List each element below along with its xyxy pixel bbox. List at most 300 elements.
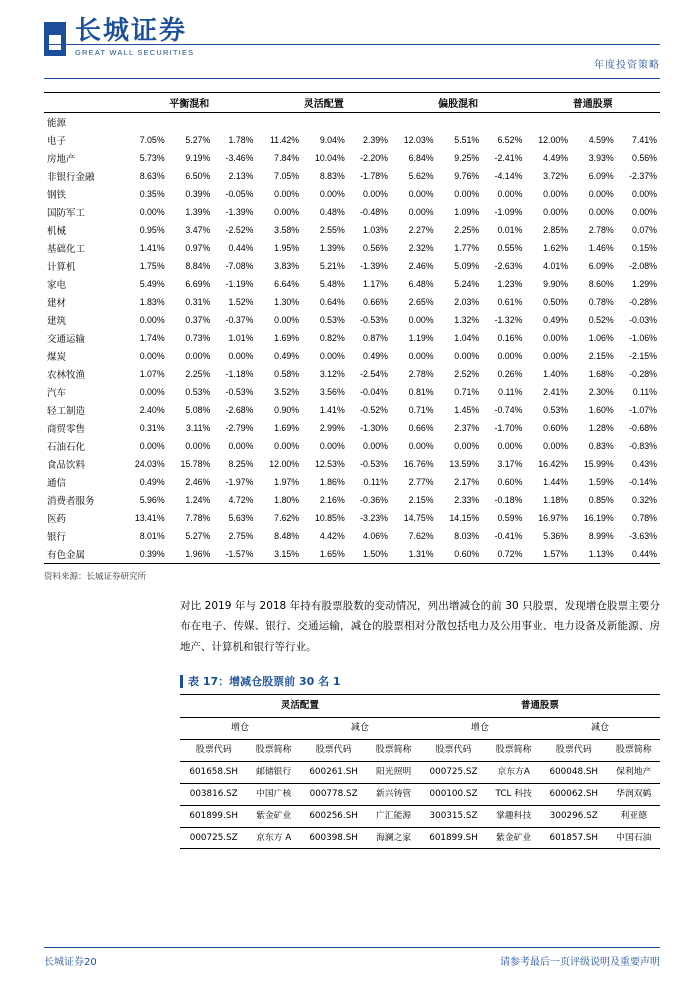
table-cell: 1.57% <box>543 549 569 559</box>
table-cell: 0.00% <box>408 441 434 451</box>
table-cell: 0.37% <box>185 315 211 325</box>
t17-cell: 000725.SZ <box>429 767 478 778</box>
table-cell: 0.49% <box>362 351 388 361</box>
table-cell: 24.03% <box>134 459 165 469</box>
table-cell: 2.75% <box>228 531 254 541</box>
table-cell: 4.72% <box>228 495 254 505</box>
table-cell: 7.41% <box>632 135 657 145</box>
table-cell: -0.28% <box>629 369 657 379</box>
table-cell: 0.87% <box>362 333 388 343</box>
table-cell: 1.77% <box>454 243 480 253</box>
table-cell: 1.24% <box>185 495 211 505</box>
table-cell: -0.41% <box>494 531 523 541</box>
table-cell: 2.40% <box>139 405 165 415</box>
table-cell: 0.01% <box>497 225 523 235</box>
table-cell <box>256 113 302 132</box>
table-cell: 0.00% <box>362 441 388 451</box>
table-cell: 8.01% <box>139 531 165 541</box>
table-cell: -0.14% <box>629 477 657 487</box>
table-cell: 5.21% <box>319 261 345 271</box>
table-cell <box>571 113 617 132</box>
t17-col-3: 股票简称 <box>375 745 412 756</box>
table-cell: 2.41% <box>543 387 569 397</box>
table-cell: -1.09% <box>494 207 523 217</box>
table-cell: 6.84% <box>408 153 434 163</box>
corner-cell <box>44 93 122 113</box>
table-cell: 0.78% <box>632 513 657 523</box>
t17-row <box>180 827 660 849</box>
table-cell: 0.81% <box>408 387 434 397</box>
table17-caption <box>180 673 660 689</box>
great-wall-logo-icon <box>44 22 66 56</box>
table-cell: 1.60% <box>588 405 614 415</box>
table-cell: 5.48% <box>319 279 345 289</box>
table-cell: 0.60% <box>497 477 523 487</box>
table-row <box>44 545 660 564</box>
t17-col-6: 股票代码 <box>555 745 592 756</box>
table-cell: 1.62% <box>543 243 569 253</box>
table-row <box>44 131 660 149</box>
table-cell: 1.23% <box>497 279 523 289</box>
table-cell: -1.07% <box>629 405 657 415</box>
table-cell: -0.28% <box>629 297 657 307</box>
row-label: 农林牧渔 <box>47 370 86 381</box>
table-cell: 2.13% <box>228 171 254 181</box>
table-cell: 8.03% <box>454 531 480 541</box>
header-report-type: 年度投资策略 <box>594 60 660 71</box>
table-cell: 1.31% <box>408 549 434 559</box>
t17-cell: 利亚德 <box>620 810 647 821</box>
row-label: 交通运输 <box>47 334 86 345</box>
table-cell: 1.97% <box>274 477 300 487</box>
table-cell: 0.52% <box>588 315 614 325</box>
table-cell: 1.13% <box>588 549 614 559</box>
table-cell: 0.00% <box>228 441 254 451</box>
table-row <box>44 185 660 203</box>
t17-cell: 600398.SH <box>309 832 358 843</box>
table-cell <box>437 113 483 132</box>
table-row <box>44 293 660 311</box>
table-cell: 2.32% <box>408 243 434 253</box>
table-cell: 0.85% <box>588 495 614 505</box>
table-cell: 0.07% <box>632 225 657 235</box>
table-cell: 2.15% <box>408 495 434 505</box>
table-cell <box>122 113 168 132</box>
table-row <box>44 167 660 185</box>
t17-cell: 阳光照明 <box>375 767 412 778</box>
table-cell: -1.70% <box>494 423 523 433</box>
table-cell: -0.36% <box>360 495 388 505</box>
table-source: 资料来源：长城证券研究所 <box>44 572 147 582</box>
table-cell: 2.03% <box>454 297 480 307</box>
table-cell: 0.00% <box>543 351 569 361</box>
t17-cell: 保利地产 <box>616 767 652 778</box>
table-cell: 4.59% <box>588 135 614 145</box>
table-cell: 16.97% <box>538 513 569 523</box>
table-cell: 4.42% <box>319 531 345 541</box>
t17-cell: 紫金矿业 <box>256 810 292 821</box>
t17-cell: 中国广核 <box>256 789 292 800</box>
t17-row <box>180 784 660 806</box>
table-row <box>44 509 660 527</box>
table-cell: -0.05% <box>225 189 254 199</box>
table-cell: 1.69% <box>274 333 300 343</box>
table17 <box>180 694 660 849</box>
table-cell: 1.65% <box>319 549 345 559</box>
table-cell: 0.71% <box>408 405 434 415</box>
table-cell: -2.68% <box>225 405 254 415</box>
table-cell: 0.48% <box>319 207 345 217</box>
table-cell: 0.56% <box>362 243 388 253</box>
table-cell: 0.26% <box>497 369 523 379</box>
t17-cell: 000725.SZ <box>189 832 238 843</box>
table-cell: 0.39% <box>139 549 165 559</box>
table-cell: 8.48% <box>274 531 300 541</box>
table-cell: 0.44% <box>228 243 254 253</box>
table-cell: 0.00% <box>454 441 480 451</box>
table-cell: 0.00% <box>454 351 480 361</box>
table-cell: -2.20% <box>360 153 388 163</box>
t17-cell: 海澜之家 <box>375 832 412 843</box>
table-row <box>44 221 660 239</box>
table-cell: 5.36% <box>543 531 569 541</box>
table-cell: 0.00% <box>454 189 480 199</box>
table-cell: 0.00% <box>274 315 300 325</box>
table-cell: 1.19% <box>408 333 434 343</box>
table-cell: -2.08% <box>629 261 657 271</box>
row-label: 医药 <box>47 514 67 525</box>
table-cell: 6.50% <box>185 171 211 181</box>
table-cell: 3.56% <box>319 387 345 397</box>
table-cell: 1.46% <box>588 243 614 253</box>
table-cell: -0.83% <box>629 441 657 451</box>
table-cell: 0.00% <box>319 351 345 361</box>
table-cell: 5.63% <box>228 513 254 523</box>
table-cell: 0.00% <box>543 207 569 217</box>
t17-cell: 000100.SZ <box>429 789 478 800</box>
table-cell: -0.74% <box>494 405 523 415</box>
table-cell: 1.74% <box>139 333 165 343</box>
header-divider-top <box>44 44 660 45</box>
table-cell: 1.28% <box>588 423 614 433</box>
table-cell: -2.37% <box>629 171 657 181</box>
table-cell: 7.84% <box>274 153 300 163</box>
header-divider-bottom <box>44 78 660 79</box>
table-cell: 7.05% <box>139 135 165 145</box>
table-cell: 0.16% <box>497 333 523 343</box>
company-logo <box>44 18 660 57</box>
holdings-table <box>44 92 660 564</box>
table-cell: 1.04% <box>454 333 480 343</box>
t17-cell: 中国石油 <box>616 832 652 843</box>
table-cell: 0.49% <box>139 477 165 487</box>
table-cell: 0.00% <box>497 351 523 361</box>
t17-row <box>180 762 660 784</box>
table-cell: 2.37% <box>454 423 480 433</box>
row-label: 商贸零售 <box>47 424 86 435</box>
table-cell: 8.83% <box>319 171 345 181</box>
table-cell: 0.50% <box>543 297 569 307</box>
table-cell: 5.27% <box>185 531 211 541</box>
t17-cell: 新兴铸管 <box>375 789 412 800</box>
table-cell <box>617 113 660 132</box>
table-row <box>44 203 660 221</box>
t17-col-1: 股票简称 <box>255 745 292 756</box>
table-cell: 5.49% <box>139 279 165 289</box>
table-row <box>44 311 660 329</box>
table-row <box>44 365 660 383</box>
table-cell: 0.39% <box>185 189 211 199</box>
table-row <box>44 419 660 437</box>
table-cell: 16.42% <box>538 459 569 469</box>
table-row <box>44 329 660 347</box>
table-cell: 0.60% <box>454 549 480 559</box>
table-cell: 1.09% <box>454 207 480 217</box>
t17-cell: 600062.SH <box>549 789 599 800</box>
table-cell: 10.85% <box>314 513 345 523</box>
table-cell: 1.83% <box>139 297 165 307</box>
table-cell: 0.53% <box>185 387 211 397</box>
table-cell: 0.43% <box>632 459 657 469</box>
table-cell: 13.41% <box>134 513 165 523</box>
table-cell: -2.54% <box>360 369 388 379</box>
table-cell: -0.68% <box>629 423 657 433</box>
table-cell: 0.66% <box>362 297 388 307</box>
table-cell: 1.39% <box>185 207 211 217</box>
table-cell: 0.66% <box>408 423 434 433</box>
table-cell: 4.06% <box>362 531 388 541</box>
table-cell: 4.49% <box>543 153 569 163</box>
table-cell: 0.00% <box>139 441 165 451</box>
row-label: 机械 <box>47 226 67 237</box>
table-cell: 0.00% <box>274 207 300 217</box>
table-cell: 1.69% <box>274 423 300 433</box>
table-cell: 8.84% <box>185 261 211 271</box>
table-cell: 3.12% <box>319 369 345 379</box>
table-cell: 0.00% <box>139 351 165 361</box>
table-row <box>44 347 660 365</box>
table-cell: -2.15% <box>629 351 657 361</box>
table-cell: 0.32% <box>632 495 657 505</box>
table-cell: 0.00% <box>588 207 614 217</box>
table-cell: 6.52% <box>497 135 523 145</box>
table-cell: -1.57% <box>225 549 254 559</box>
row-label: 家电 <box>47 280 67 291</box>
table-cell: 1.29% <box>632 279 657 289</box>
table-cell: 2.46% <box>408 261 434 271</box>
table-cell: 0.64% <box>319 297 345 307</box>
table-cell: 0.00% <box>139 387 165 397</box>
table-cell: -1.39% <box>360 261 388 271</box>
row-label: 钢铁 <box>47 190 67 201</box>
table-cell: 0.00% <box>632 189 657 199</box>
t17-cell: 京东方A <box>497 767 530 778</box>
table-cell: 5.09% <box>454 261 480 271</box>
table-cell: 9.04% <box>319 135 345 145</box>
t17-subgroup-1: 减仓 <box>350 723 369 734</box>
table-cell: 0.49% <box>543 315 569 325</box>
table-cell: 2.17% <box>454 477 480 487</box>
table-cell: 1.59% <box>588 477 614 487</box>
table-row <box>44 527 660 545</box>
footer-divider <box>44 947 660 948</box>
table-cell: 1.18% <box>543 495 569 505</box>
table-cell: 0.72% <box>497 549 523 559</box>
t17-subgroup-row <box>180 718 660 740</box>
table-cell: 0.58% <box>274 369 300 379</box>
table-cell: 7.05% <box>274 171 300 181</box>
table-cell: 0.00% <box>497 189 523 199</box>
table-cell: 2.99% <box>319 423 345 433</box>
table-cell: -0.18% <box>494 495 523 505</box>
table-cell: 2.27% <box>408 225 434 235</box>
table-cell: -1.06% <box>629 333 657 343</box>
t17-cell: 600256.SH <box>309 810 358 821</box>
table-cell: 15.78% <box>180 459 211 469</box>
table-cell: 0.31% <box>139 423 165 433</box>
t17-cell: 600261.SH <box>309 767 358 778</box>
table-cell <box>348 113 391 132</box>
table-cell: 8.60% <box>588 279 614 289</box>
table-cell: 1.78% <box>228 135 254 145</box>
table-cell: 2.39% <box>362 135 388 145</box>
row-label: 计算机 <box>47 262 76 273</box>
t17-subgroup-3: 减仓 <box>591 723 610 734</box>
table-cell: 16.19% <box>583 513 614 523</box>
table-cell: 0.00% <box>362 189 388 199</box>
logo-chinese-name: 长城证券 <box>75 16 188 46</box>
t17-cell: 601857.SH <box>549 832 599 843</box>
table-cell: 3.17% <box>497 459 523 469</box>
table-cell: 7.62% <box>408 531 434 541</box>
table-cell: 1.41% <box>139 243 165 253</box>
t17-cell: 300315.SZ <box>429 810 478 821</box>
table-cell: 2.25% <box>454 225 480 235</box>
table-cell: 0.00% <box>139 207 165 217</box>
t17-row <box>180 805 660 827</box>
table-row <box>44 149 660 167</box>
page-footer <box>44 947 660 968</box>
table-cell: 0.00% <box>408 351 434 361</box>
table-cell: -1.19% <box>225 279 254 289</box>
table-cell: 5.27% <box>185 135 211 145</box>
table-cell <box>213 113 256 132</box>
table-cell: 16.76% <box>403 459 434 469</box>
table-cell: -1.30% <box>360 423 388 433</box>
row-label: 通信 <box>47 478 67 489</box>
table-group-header-row <box>44 93 660 113</box>
table-cell: 5.51% <box>454 135 480 145</box>
t17-group-0: 灵活配置 <box>280 700 319 712</box>
table-cell: 4.01% <box>543 261 569 271</box>
table-cell: -0.53% <box>225 387 254 397</box>
table-cell: -1.39% <box>225 207 254 217</box>
t17-cell: 京东方 A <box>256 832 292 843</box>
table-row <box>44 257 660 275</box>
t17-cell: 广汇能源 <box>375 810 412 821</box>
table-cell: 1.41% <box>319 405 345 415</box>
table-cell: 1.40% <box>543 369 569 379</box>
table-cell: 3.15% <box>274 549 300 559</box>
body-paragraph: 对比 2019 年与 2018 年持有股票股数的变动情况，列出增减仓的前 30 只股票，发现增仓股票主要分布在电子、传媒、银行、交通运输，减仓的股票相对分散包括电力及公用事业、电力设备及新能源、房地产、计算机和银行等行业。 <box>180 600 660 653</box>
table-cell: 0.00% <box>185 351 211 361</box>
table-cell: 1.06% <box>588 333 614 343</box>
table-cell: 0.00% <box>408 189 434 199</box>
table-cell <box>302 113 348 132</box>
row-label: 房地产 <box>47 154 76 165</box>
table-cell: 3.11% <box>186 423 211 433</box>
table-cell: 0.00% <box>274 441 300 451</box>
table-cell: 8.25% <box>228 459 254 469</box>
table-cell: 1.17% <box>362 279 388 289</box>
table-cell: 1.75% <box>139 261 165 271</box>
table-cell: 0.00% <box>632 207 657 217</box>
table-cell: 2.55% <box>319 225 345 235</box>
table-cell: 0.00% <box>497 441 523 451</box>
t17-col-0: 股票代码 <box>195 745 232 756</box>
table-cell: -2.52% <box>225 225 254 235</box>
table-cell: 6.48% <box>408 279 434 289</box>
table-cell: 0.00% <box>408 207 434 217</box>
table-cell: 0.11% <box>632 387 657 397</box>
table-cell: -1.18% <box>225 369 254 379</box>
table-cell: 0.44% <box>632 549 657 559</box>
table17-label: 表 17： <box>188 675 230 689</box>
t17-cell: 华润双鹤 <box>616 789 652 800</box>
t17-cell: 000778.SZ <box>309 789 358 800</box>
table-cell: 5.24% <box>454 279 480 289</box>
table-row <box>44 491 660 509</box>
t17-col-7: 股票简称 <box>615 745 652 756</box>
table-cell: 7.78% <box>185 513 211 523</box>
table-cell: -2.41% <box>494 153 523 163</box>
table-cell: 2.52% <box>454 369 480 379</box>
table-cell: 9.76% <box>454 171 480 181</box>
table-cell: 14.75% <box>403 513 434 523</box>
table-cell: 1.50% <box>362 549 388 559</box>
table-cell: -0.04% <box>360 387 388 397</box>
t17-cell: 003816.SZ <box>189 789 238 800</box>
table-cell: -0.52% <box>360 405 388 415</box>
footer-page-number: 长城证券20 <box>44 957 97 968</box>
table-cell: 6.64% <box>274 279 300 289</box>
table-cell: 2.25% <box>185 369 211 379</box>
group-header-0: 平衡混和 <box>169 99 210 110</box>
table-cell: 0.35% <box>139 189 165 199</box>
table-cell: 1.44% <box>543 477 569 487</box>
table-cell: 1.39% <box>319 243 345 253</box>
row-label: 非银行金融 <box>47 172 95 183</box>
row-label: 石油石化 <box>47 442 86 453</box>
t17-cell: 紫金矿业 <box>496 832 532 843</box>
t17-subgroup-2: 增仓 <box>470 723 489 734</box>
table-cell: 1.68% <box>588 369 614 379</box>
t17-cell: 300296.SZ <box>549 810 598 821</box>
table-cell: 2.33% <box>454 495 480 505</box>
table-cell: 12.53% <box>314 459 345 469</box>
table-cell: 11.42% <box>269 135 300 145</box>
table-cell: 1.95% <box>274 243 300 253</box>
table-cell: -3.23% <box>360 513 388 523</box>
table-cell: 1.32% <box>454 315 480 325</box>
table-cell: -4.14% <box>494 171 523 181</box>
table17-title: 增减仓股票前 30 名 1 <box>229 675 341 689</box>
table-cell: -3.63% <box>629 531 657 541</box>
table-cell <box>525 113 571 132</box>
row-label: 建筑 <box>47 316 67 327</box>
table-cell: -0.03% <box>629 315 657 325</box>
table-cell: 0.11% <box>498 387 523 397</box>
